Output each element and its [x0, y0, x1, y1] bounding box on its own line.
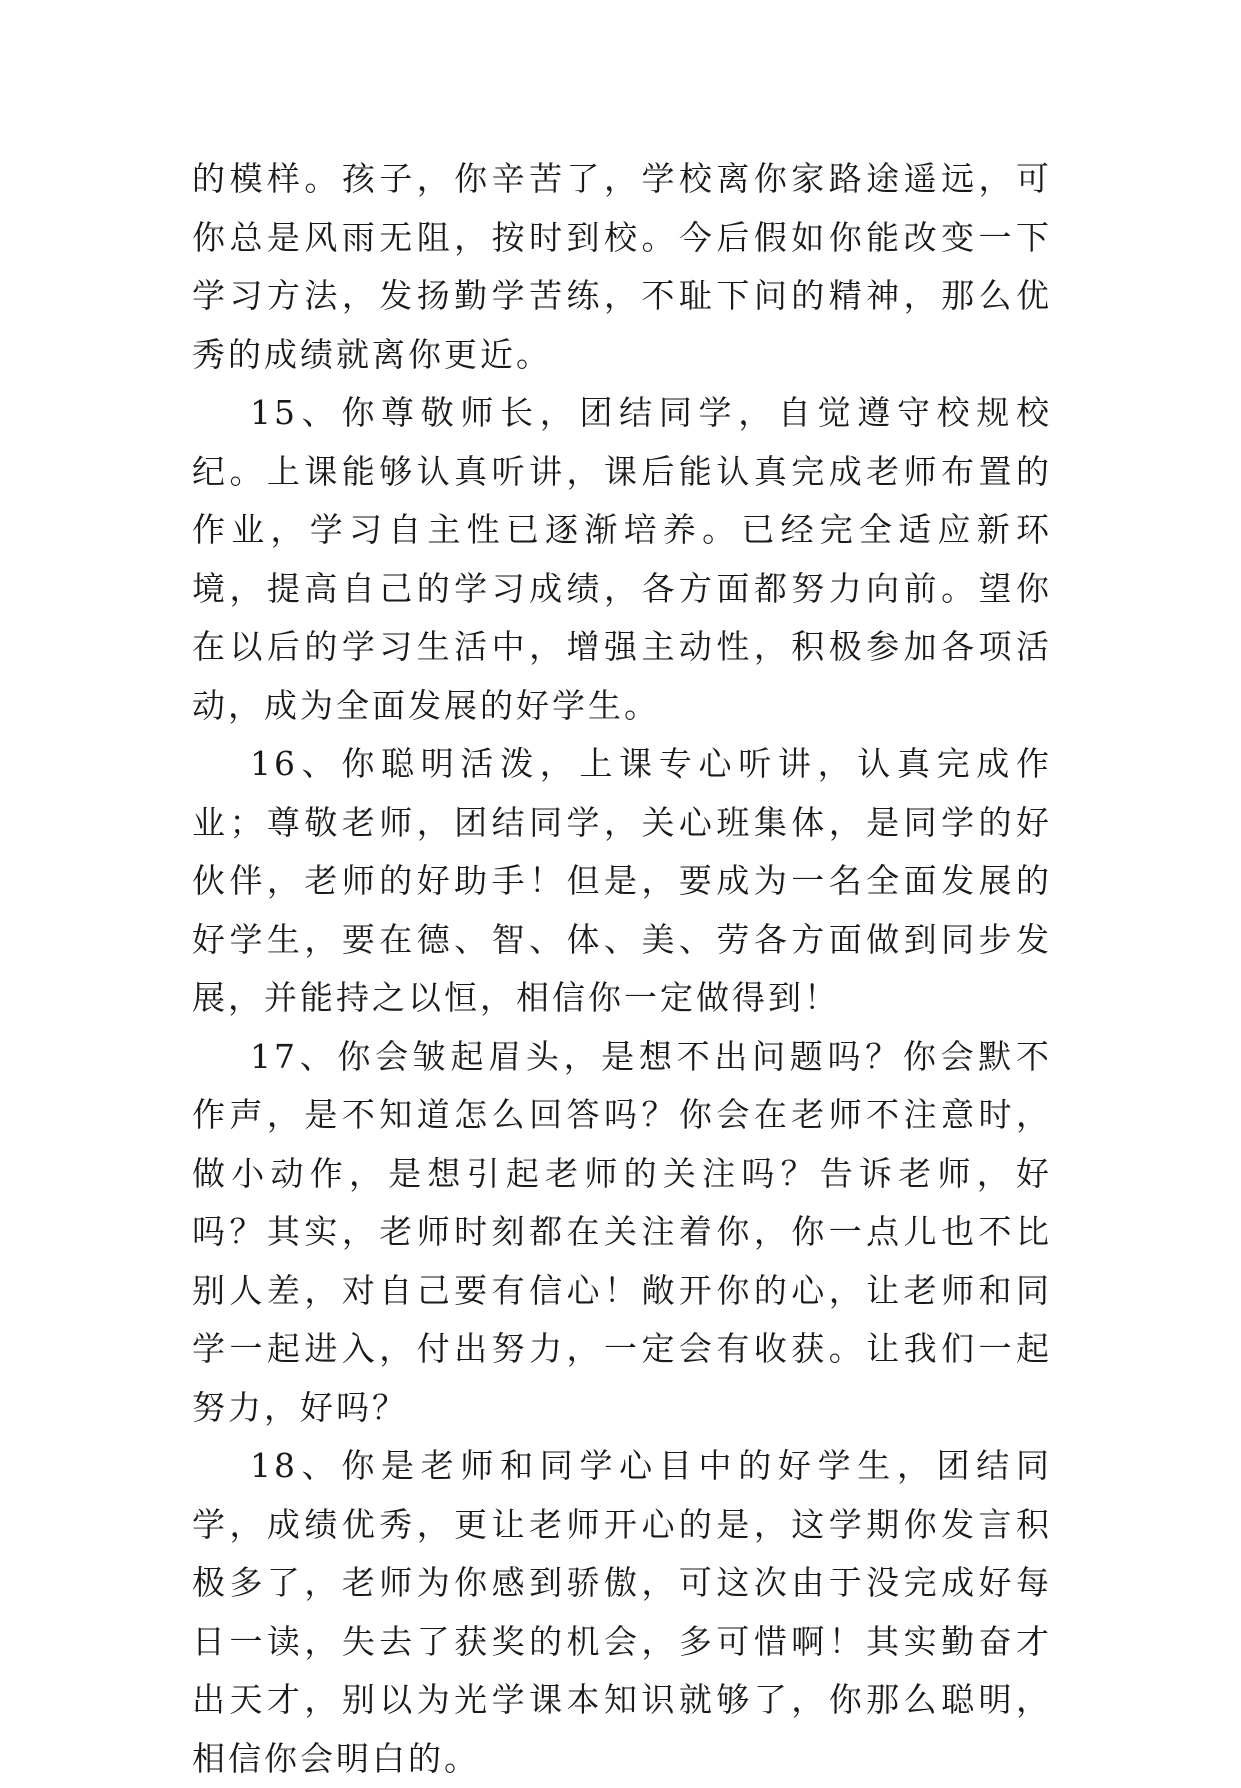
- document-page: [192, 150, 1052, 1788]
- paragraph-comment-18: 18、你是老师和同学心目中的好学生，团结同学，成绩优秀，更让老师开心的是，这学期你发言积极多了，老师为你感到骄傲，可这次由于没完成好每日一读，失去了获奖的机会，多可惜啊！其实勤奋才出天才，别以为光学课本知识就够了，你那么聪明，相信你会明白的。: [192, 1446, 1052, 1778]
- paragraph-comment-17: 17、你会皱起眉头，是想不出问题吗？你会默不作声，是不知道怎么回答吗？你会在老师不注意时，做小动作，是想引起老师的关注吗？告诉老师，好吗？其实，老师时刻都在关注着你，你一点儿也不比别人差，对自己要有信心！敞开你的心，让老师和同学一起进入，付出努力，一定会有收获。让我们一起努力，好吗？: [192, 1036, 1052, 1427]
- paragraph-comment-16: 16、你聪明活泼，上课专心听讲，认真完成作业；尊敬老师，团结同学，关心班集体，是同学的好伙伴，老师的好助手！但是，要成为一名全面发展的好学生，要在德、智、体、美、劳各方面做到同步发展，并能持之以恒，相信你一定做得到！: [192, 744, 1052, 1017]
- paragraph-continuation: 的模样。孩子，你辛苦了，学校离你家路途遥远，可你总是风雨无阻，按时到校。今后假如你能改变一下学习方法，发扬勤学苦练，不耻下问的精神，那么优秀的成绩就离你更近。: [192, 159, 1052, 374]
- paragraph-comment-15: 15、你尊敬师长，团结同学，自觉遵守校规校纪。上课能够认真听讲，课后能认真完成老师布置的作业，学习自主性已逐渐培养。已经完全适应新环境，提高自己的学习成绩，各方面都努力向前。望你在以后的学习生活中，增强主动性，积极参加各项活动，成为全面发展的好学生。: [192, 393, 1052, 725]
